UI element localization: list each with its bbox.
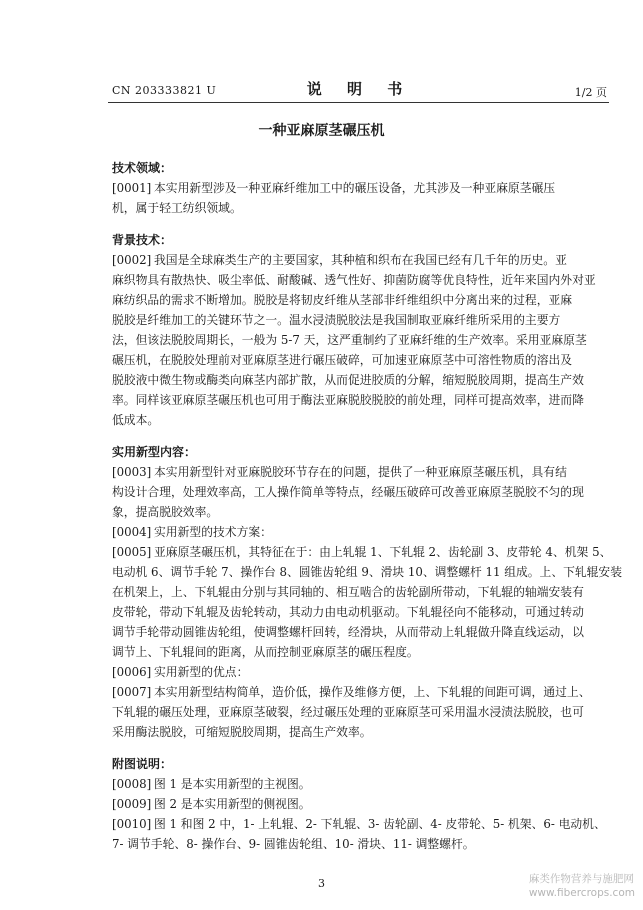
line-text: 我国是全球麻类生产的主要国家，其种植和织布在我国已经有几千年的历史。亚 (154, 253, 567, 267)
paragraph-line (112, 270, 622, 290)
line-text: 采用酶法脱胶，可缩短脱胶周期，提高生产效率。 (112, 725, 372, 739)
section-gap (112, 218, 622, 230)
document-type-heading: 说 明 书 (306, 80, 413, 98)
section-gap (112, 430, 622, 442)
line-text: 率。同样该亚麻原茎碾压机也可用于酶法亚麻脱胶脱胶的前处理，同样可提高效率，进而降 (112, 393, 584, 407)
watermark-line-1: 麻类作物营养与施肥网 (528, 873, 634, 885)
line-text: 构设计合理，处理效率高，工人操作简单等特点，经碾压破碎可改善亚麻原茎脱胶不匀的现 (112, 485, 584, 499)
line-text: 麻纺织品的需求不断增加。脱胶是将韧皮纤维从茎部非纤维组织中分离出来的过程，亚麻 (112, 293, 573, 307)
paragraph-number: [0003] (112, 465, 152, 479)
page-header (112, 76, 607, 102)
paragraph-line (112, 622, 622, 642)
header-divider (108, 102, 609, 103)
section-heading: 技术领域： (112, 161, 173, 175)
line-text: 麻织物具有散热快、吸尘率低、耐酸碱、透气性好、抑菌防腐等优良特性，近年来国内外对亚 (112, 273, 596, 287)
paragraph-line (112, 522, 622, 542)
paragraph-line (112, 642, 622, 662)
paragraph-line (112, 178, 622, 198)
line-text: 调节手轮带动圆锥齿轮组，使调整螺杆回转，经滑块，从而带动上轧辊做升降直线运动，以 (112, 625, 584, 639)
paragraph-number: [0007] (112, 685, 152, 699)
paragraph (112, 774, 622, 794)
line-text: 下轧辊的碾压处理，亚麻原茎破裂，经过碾压处理的亚麻原茎可采用温水浸渍法脱胶，也可 (112, 705, 584, 719)
paragraph-line (112, 542, 622, 562)
paragraph-line (112, 482, 622, 502)
paragraph (112, 178, 622, 218)
page-indicator: 1/2 页 (574, 86, 607, 99)
paragraph-number: [0006] (112, 665, 152, 679)
section-heading: 实用新型内容： (112, 445, 197, 459)
paragraph-line (112, 250, 622, 270)
paragraph-line (112, 462, 622, 482)
paragraph-line (112, 774, 622, 794)
paragraph-line (112, 350, 622, 370)
paragraph (112, 250, 622, 430)
line-text: 实用新型的优点： (154, 665, 249, 679)
line-text: 低成本。 (112, 413, 160, 427)
line-text: 脱胶液中微生物或酶类向麻茎内部扩散，从而促进胶质的分解，缩短脱胶周期，提高生产效 (112, 373, 584, 387)
line-text: 脱胶是纤维加工的关键环节之一。温水浸渍脱胶法是我国制取亚麻纤维所采用的主要方 (112, 313, 561, 327)
paragraph-line (112, 722, 622, 742)
section-heading: 附图说明： (112, 757, 173, 771)
line-text: 皮带轮，带动下轧辊及齿轮转动，其动力由电动机驱动。下轧辊径向不能移动，可通过转动 (112, 605, 584, 619)
paragraph-line (112, 502, 622, 522)
line-text: 调节上、下轧辊间的距离，从而控制亚麻原茎的碾压程度。 (112, 645, 419, 659)
paragraph (112, 814, 622, 854)
paragraph-line (112, 290, 622, 310)
paragraph (112, 542, 622, 662)
line-text: 本实用新型结构简单，造价低，操作及维修方便，上、下轧辊的间距可调，通过上、 (154, 685, 591, 699)
paragraph-line (112, 410, 622, 430)
line-text: 7- 调节手轮、8- 操作台、9- 圆锥齿轮组、10- 滑块、11- 调整螺杆。 (112, 837, 475, 851)
paragraph-line (112, 562, 621, 582)
paragraph-line (112, 834, 622, 854)
line-text: 实用新型的技术方案： (154, 525, 272, 539)
paragraph-line (112, 794, 622, 814)
paragraph (112, 794, 622, 814)
line-text: 图 2 是本实用新型的侧视图。 (154, 797, 311, 811)
paragraph-line (112, 370, 622, 390)
paragraph-line (112, 198, 622, 218)
paragraph-line (112, 310, 622, 330)
line-text: 本实用新型涉及一种亚麻纤维加工中的碾压设备，尤其涉及一种亚麻原茎碾压 (154, 181, 556, 195)
line-text: 电动机 6、调节手轮 7、操作台 8、圆锥齿轮组 9、滑块 10、调整螺杆 11 组成。上、下轧辊安装 (112, 565, 622, 579)
paragraph-number: [0009] (112, 797, 152, 811)
section-gap (112, 742, 622, 754)
paragraph-number: [0008] (112, 777, 152, 791)
paragraph-number: [0001] (112, 181, 152, 195)
watermark (529, 872, 635, 900)
paragraph (112, 682, 622, 742)
paragraph (112, 522, 622, 542)
paragraph-number: [0002] (112, 253, 152, 267)
paragraph (112, 662, 622, 682)
line-text: 在机架上，上、下轧辊由分别与其同轴的、相互啮合的齿轮副所带动，下轧辊的轴端安装有 (112, 585, 584, 599)
line-text: 法，但该法脱胶周期长，一般为 5-7 天，这严重制约了亚麻纤维的生产效率。采用亚麻原茎 (112, 333, 587, 347)
line-text: 亚麻原茎碾压机，其特征在于：由上轧辊 1、下轧辊 2、齿轮副 3、皮带轮 4、机架 5、 (154, 545, 612, 559)
line-text: 象，提高脱胶效率。 (112, 505, 219, 519)
document-title: 一种亚麻原茎碾压机 (258, 123, 385, 139)
patent-number: CN 203333821 U (112, 84, 217, 97)
line-text: 本实用新型针对亚麻脱胶环节存在的问题，提供了一种亚麻原茎碾压机，具有结 (154, 465, 567, 479)
line-text: 图 1 是本实用新型的主视图。 (154, 777, 311, 791)
paragraph-number: [0004] (112, 525, 152, 539)
paragraph-line (112, 814, 622, 834)
paragraph-line (112, 662, 622, 682)
paragraph-number: [0010] (112, 817, 152, 831)
watermark-line-2: www.fibercrops.com (528, 887, 635, 899)
line-text: 机，属于轻工纺织领域。 (112, 201, 242, 215)
section-heading: 背景技术： (112, 233, 173, 247)
line-text: 图 1 和图 2 中，1- 上轧辊、2- 下轧辊、3- 齿轮副、4- 皮带轮、5- 机架、6- 电动机、 (154, 817, 606, 831)
paragraph-line (112, 390, 622, 410)
paragraph-line (112, 582, 622, 602)
line-text: 碾压机，在脱胶处理前对亚麻原茎进行碾压破碎，可加速亚麻原茎中可溶性物质的溶出及 (112, 353, 573, 367)
paragraph-line (112, 330, 622, 350)
paragraph-line (112, 602, 622, 622)
paragraph-line (112, 682, 622, 702)
page-number: 3 (318, 877, 325, 890)
paragraph-line (112, 702, 622, 722)
paragraph (112, 462, 622, 522)
paragraph-number: [0005] (112, 545, 152, 559)
document-body (112, 158, 622, 854)
